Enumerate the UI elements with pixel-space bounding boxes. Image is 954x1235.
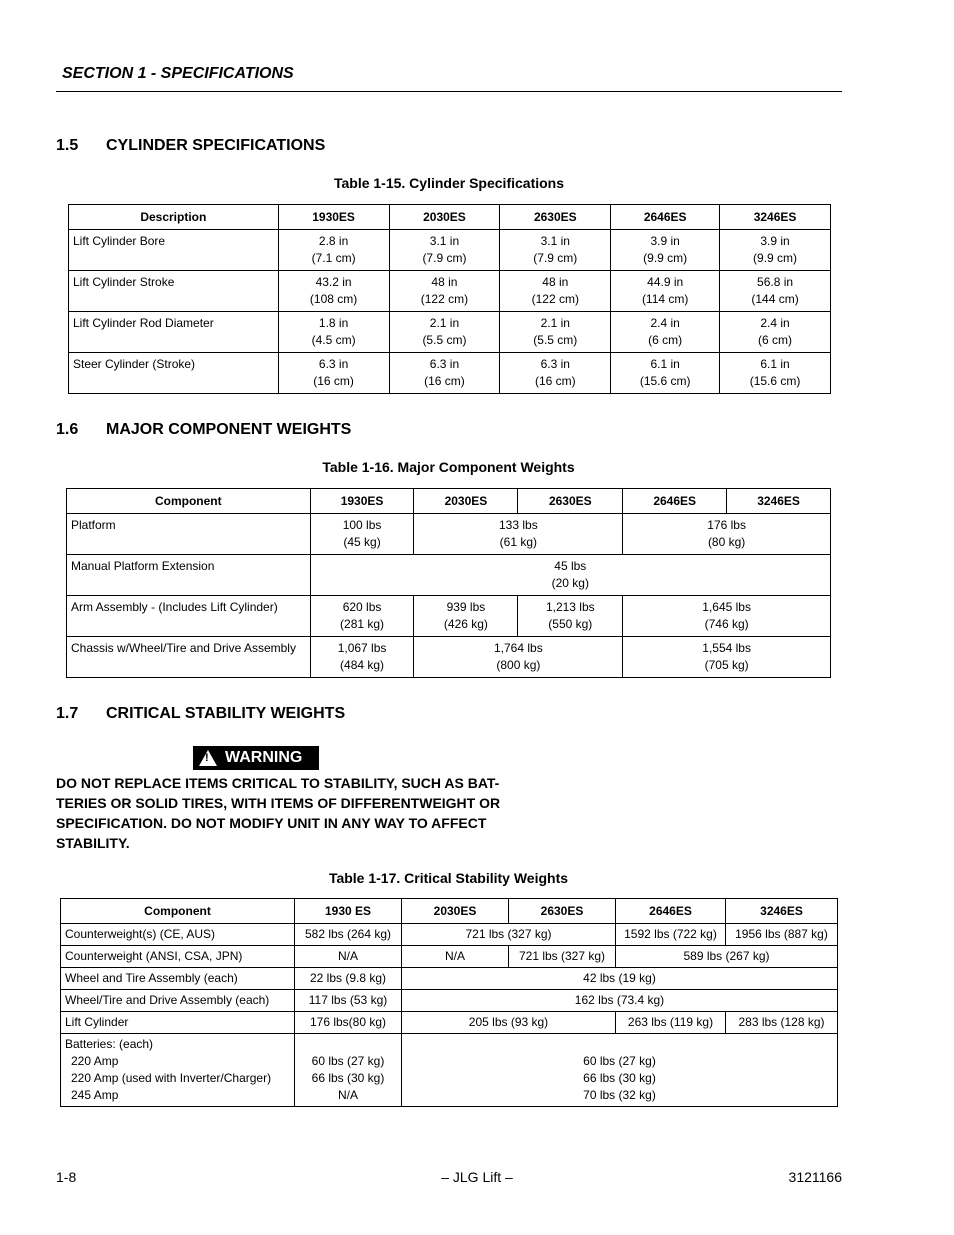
cell-value: (7.1 cm) bbox=[311, 251, 356, 265]
cell-value: (114 cm) bbox=[641, 292, 689, 306]
cell-value: 117 lbs (53 kg) bbox=[295, 990, 402, 1012]
cell-value: (61 kg) bbox=[499, 535, 538, 549]
component-weights-table bbox=[66, 488, 831, 678]
col-header: 2030ES bbox=[402, 899, 509, 924]
cell-value: 2.1 in bbox=[540, 316, 570, 330]
document-number: 3121166 bbox=[788, 1169, 842, 1185]
cell-value: (122 cm) bbox=[420, 292, 469, 306]
cell-value: (16 cm) bbox=[313, 374, 354, 388]
table-caption-1-15: Table 1-15. Cylinder Specifications bbox=[333, 175, 565, 191]
cell-value: N/A bbox=[295, 946, 402, 968]
table-cell bbox=[389, 230, 500, 271]
table-cell bbox=[720, 312, 831, 353]
cell-value: 44.9 in bbox=[647, 275, 684, 289]
cell-value: 205 lbs (93 kg) bbox=[402, 1012, 616, 1034]
cell-value: 2.1 in bbox=[429, 316, 460, 330]
cell-value: 6.1 in bbox=[650, 357, 680, 371]
warning-line: DO NOT REPLACE ITEMS CRITICAL TO STABILITY, SUCH AS BAT- bbox=[56, 775, 500, 791]
row-label: Lift Cylinder Stroke bbox=[69, 271, 279, 312]
cell-value: (6 cm) bbox=[648, 333, 683, 347]
table-cell bbox=[611, 353, 720, 394]
cell-value: 133 lbs bbox=[499, 518, 538, 532]
col-header: Component bbox=[61, 899, 295, 924]
cell-value: (108 cm) bbox=[309, 292, 358, 306]
cell-value: (7.9 cm) bbox=[533, 251, 578, 265]
row-label: Lift Cylinder Bore bbox=[69, 230, 279, 271]
cell-value: (80 kg) bbox=[707, 535, 746, 549]
cell-value: 620 lbs bbox=[342, 600, 382, 614]
cell-value: 3.1 in bbox=[429, 234, 460, 248]
table-row bbox=[67, 514, 831, 555]
cell-value: (7.9 cm) bbox=[422, 251, 467, 265]
cell-value: 1,645 lbs bbox=[702, 600, 751, 614]
cell-value: 2.8 in bbox=[318, 234, 349, 248]
table-cell bbox=[500, 230, 611, 271]
table-caption-1-17: Table 1-17. Critical Stability Weights bbox=[328, 870, 569, 886]
table-cell bbox=[389, 353, 500, 394]
cell-value: (144 cm) bbox=[751, 292, 799, 306]
cell-value: (746 kg) bbox=[704, 617, 749, 631]
table-cell bbox=[278, 312, 389, 353]
cell-value: 6.3 in bbox=[540, 357, 570, 371]
col-header: 1930ES bbox=[278, 205, 389, 230]
table-cell bbox=[611, 312, 720, 353]
cell-value: (15.6 cm) bbox=[749, 374, 801, 388]
table-cell bbox=[611, 230, 720, 271]
cell-value: 721 lbs (327 kg) bbox=[402, 924, 616, 946]
cell-value: (9.9 cm) bbox=[643, 251, 688, 265]
table-row bbox=[69, 230, 831, 271]
cell-value: 1592 lbs (722 kg) bbox=[616, 924, 726, 946]
page-number: 1-8 bbox=[56, 1169, 77, 1185]
row-label: Arm Assembly - (Includes Lift Cylinder) bbox=[67, 596, 311, 637]
table-caption-1-16: Table 1-16. Major Component Weights bbox=[322, 459, 575, 475]
row-label: Lift Cylinder Rod Diameter bbox=[69, 312, 279, 353]
row-label: Chassis w/Wheel/Tire and Drive Assembly bbox=[67, 637, 311, 678]
table-cell bbox=[278, 230, 389, 271]
col-header: Component bbox=[67, 489, 311, 514]
warning-line: STABILITY. bbox=[56, 835, 130, 851]
cell-value: 3.1 in bbox=[540, 234, 570, 248]
section-title: SECTION 1 - SPECIFICATIONS bbox=[62, 65, 294, 82]
cell-value: (550 kg) bbox=[548, 617, 593, 631]
heading-1-5 bbox=[56, 137, 325, 155]
cell-value: 1,067 lbs bbox=[337, 641, 387, 655]
col-header: 2646ES bbox=[623, 489, 727, 514]
row-label-line: 220 Amp (used with Inverter/Charger) bbox=[71, 1071, 272, 1085]
col-header: 2630ES bbox=[500, 205, 611, 230]
cell-value: 1,213 lbs bbox=[545, 600, 595, 614]
warning-line: TERIES OR SOLID TIRES, WITH ITEMS OF DIFFERENTWEIGHT OR bbox=[56, 795, 501, 811]
cell-value: 70 lbs (32 kg) bbox=[583, 1088, 656, 1102]
table-row bbox=[61, 968, 838, 990]
cell-value: 176 lbs bbox=[707, 518, 746, 532]
table-cell bbox=[500, 271, 611, 312]
cell-value: 60 lbs (27 kg) bbox=[583, 1054, 656, 1068]
cell-value: N/A bbox=[337, 1088, 358, 1102]
header-rule bbox=[56, 91, 842, 92]
cell-value: (6 cm) bbox=[758, 333, 793, 347]
table-header-row bbox=[67, 489, 831, 514]
row-label: Wheel/Tire and Drive Assembly (each) bbox=[61, 990, 295, 1012]
table-row bbox=[69, 271, 831, 312]
cell-value: 939 lbs bbox=[446, 600, 486, 614]
cell-value: 589 lbs (267 kg) bbox=[616, 946, 838, 968]
col-header: 2030ES bbox=[389, 205, 500, 230]
cell-value: (122 cm) bbox=[531, 292, 579, 306]
col-header: 1930 ES bbox=[295, 899, 402, 924]
warning-line: SPECIFICATION. DO NOT MODIFY UNIT IN ANY WAY TO AFFECT bbox=[56, 815, 487, 831]
cell-value: (16 cm) bbox=[424, 374, 465, 388]
table-row bbox=[67, 555, 831, 596]
col-header: 2630ES bbox=[509, 899, 616, 924]
table-cell bbox=[500, 353, 611, 394]
warning-text bbox=[56, 773, 501, 853]
col-header: 2630ES bbox=[518, 489, 623, 514]
cell-value: (800 kg) bbox=[496, 658, 541, 672]
cell-value: 2.4 in bbox=[760, 316, 790, 330]
table-cell bbox=[500, 312, 611, 353]
cell-value: (20 kg) bbox=[551, 576, 589, 590]
col-header: 3246ES bbox=[720, 205, 831, 230]
cell-value: (5.5 cm) bbox=[533, 333, 578, 347]
cell-value: 2.4 in bbox=[650, 316, 680, 330]
cell-value: (9.9 cm) bbox=[753, 251, 798, 265]
col-header: 3246ES bbox=[726, 899, 838, 924]
table-row bbox=[69, 353, 831, 394]
table-header-row bbox=[69, 205, 831, 230]
cell-value: 3.9 in bbox=[650, 234, 680, 248]
cell-value: 3.9 in bbox=[760, 234, 790, 248]
row-label-line: 220 Amp bbox=[71, 1054, 119, 1068]
cell-value: 48 in bbox=[431, 275, 458, 289]
col-header: 2030ES bbox=[414, 489, 518, 514]
cell-value: 66 lbs (30 kg) bbox=[311, 1071, 385, 1085]
row-label-line: 245 Amp bbox=[71, 1088, 119, 1102]
col-header: 3246ES bbox=[727, 489, 831, 514]
cell-value: (15.6 cm) bbox=[639, 374, 691, 388]
table-row bbox=[61, 990, 838, 1012]
table-header-row bbox=[61, 899, 838, 924]
warning-badge bbox=[193, 746, 319, 770]
heading-1-7 bbox=[56, 705, 345, 723]
cell-value: 721 lbs (327 kg) bbox=[509, 946, 616, 968]
table-row bbox=[67, 637, 831, 678]
col-header: Description bbox=[69, 205, 279, 230]
heading-number: 1.7 bbox=[56, 705, 79, 722]
row-label: Wheel and Tire Assembly (each) bbox=[61, 968, 295, 990]
cell-value: 100 lbs bbox=[342, 518, 382, 532]
cell-value: (705 kg) bbox=[704, 658, 749, 672]
col-header: 2646ES bbox=[616, 899, 726, 924]
cell-value: 1,764 lbs bbox=[494, 641, 543, 655]
row-label: Counterweight (ANSI, CSA, JPN) bbox=[61, 946, 295, 968]
heading-number: 1.5 bbox=[56, 137, 79, 154]
cell-value: 60 lbs (27 kg) bbox=[311, 1054, 385, 1068]
cell-value: N/A bbox=[402, 946, 509, 968]
table-row bbox=[61, 946, 838, 968]
warning-label: WARNING bbox=[225, 749, 303, 766]
cell-value: 162 lbs (73.4 kg) bbox=[402, 990, 838, 1012]
row-label bbox=[61, 1034, 295, 1107]
row-label-line: Batteries: (each) bbox=[65, 1037, 154, 1051]
cell-value: (45 kg) bbox=[343, 535, 381, 549]
cell-value: 66 lbs (30 kg) bbox=[583, 1071, 656, 1085]
cylinder-specs-table bbox=[68, 204, 831, 394]
table-cell bbox=[720, 271, 831, 312]
cell-value: 42 lbs (19 kg) bbox=[402, 968, 838, 990]
cell-value: (484 kg) bbox=[340, 658, 385, 672]
cell-value: 582 lbs (264 kg) bbox=[295, 924, 402, 946]
row-label: Manual Platform Extension bbox=[67, 555, 311, 596]
cell-value: 22 lbs (9.8 kg) bbox=[295, 968, 402, 990]
heading-number: 1.6 bbox=[56, 421, 79, 438]
footer-brand: – JLG Lift – bbox=[441, 1169, 513, 1185]
row-label: Lift Cylinder bbox=[61, 1012, 295, 1034]
cell-value: (5.5 cm) bbox=[422, 333, 467, 347]
cell-value: 6.3 in bbox=[429, 357, 460, 371]
table-row bbox=[61, 924, 838, 946]
cell-value: 6.1 in bbox=[760, 357, 790, 371]
col-header: 1930ES bbox=[310, 489, 414, 514]
heading-title: MAJOR COMPONENT WEIGHTS bbox=[106, 421, 352, 438]
cell-value: (281 kg) bbox=[340, 617, 385, 631]
cell-value: 43.2 in bbox=[315, 275, 352, 289]
cell-value: 176 lbs(80 kg) bbox=[295, 1012, 402, 1034]
row-label: Counterweight(s) (CE, AUS) bbox=[61, 924, 295, 946]
cell-value: 1956 lbs (887 kg) bbox=[726, 924, 838, 946]
table-cell bbox=[389, 312, 500, 353]
col-header: 2646ES bbox=[611, 205, 720, 230]
cell-value: 263 lbs (119 kg) bbox=[616, 1012, 726, 1034]
table-cell bbox=[278, 271, 389, 312]
table-cell bbox=[611, 271, 720, 312]
cell-value: 56.8 in bbox=[757, 275, 794, 289]
cell-value: (4.5 cm) bbox=[311, 333, 356, 347]
cell-value: (16 cm) bbox=[534, 374, 576, 388]
cell-value: 45 lbs bbox=[554, 559, 587, 573]
table-cell bbox=[278, 353, 389, 394]
table-row bbox=[67, 596, 831, 637]
stability-weights-table bbox=[60, 898, 838, 1107]
table-row bbox=[61, 1034, 838, 1107]
cell-value: 6.3 in bbox=[318, 357, 349, 371]
row-label: Steer Cylinder (Stroke) bbox=[69, 353, 279, 394]
table-cell bbox=[389, 271, 500, 312]
heading-1-6 bbox=[56, 421, 351, 439]
heading-title: CRITICAL STABILITY WEIGHTS bbox=[106, 705, 346, 722]
cell-value: (426 kg) bbox=[443, 617, 488, 631]
row-label: Platform bbox=[67, 514, 311, 555]
cell-value: 1,554 lbs bbox=[702, 641, 751, 655]
heading-title: CYLINDER SPECIFICATIONS bbox=[106, 137, 326, 154]
table-cell bbox=[720, 230, 831, 271]
table-row bbox=[69, 312, 831, 353]
table-row bbox=[61, 1012, 838, 1034]
cell-value: 283 lbs (128 kg) bbox=[726, 1012, 838, 1034]
table-cell bbox=[720, 353, 831, 394]
cell-value: 48 in bbox=[542, 275, 569, 289]
cell-value: 1.8 in bbox=[318, 316, 349, 330]
warning-triangle-icon: ! bbox=[199, 750, 217, 766]
